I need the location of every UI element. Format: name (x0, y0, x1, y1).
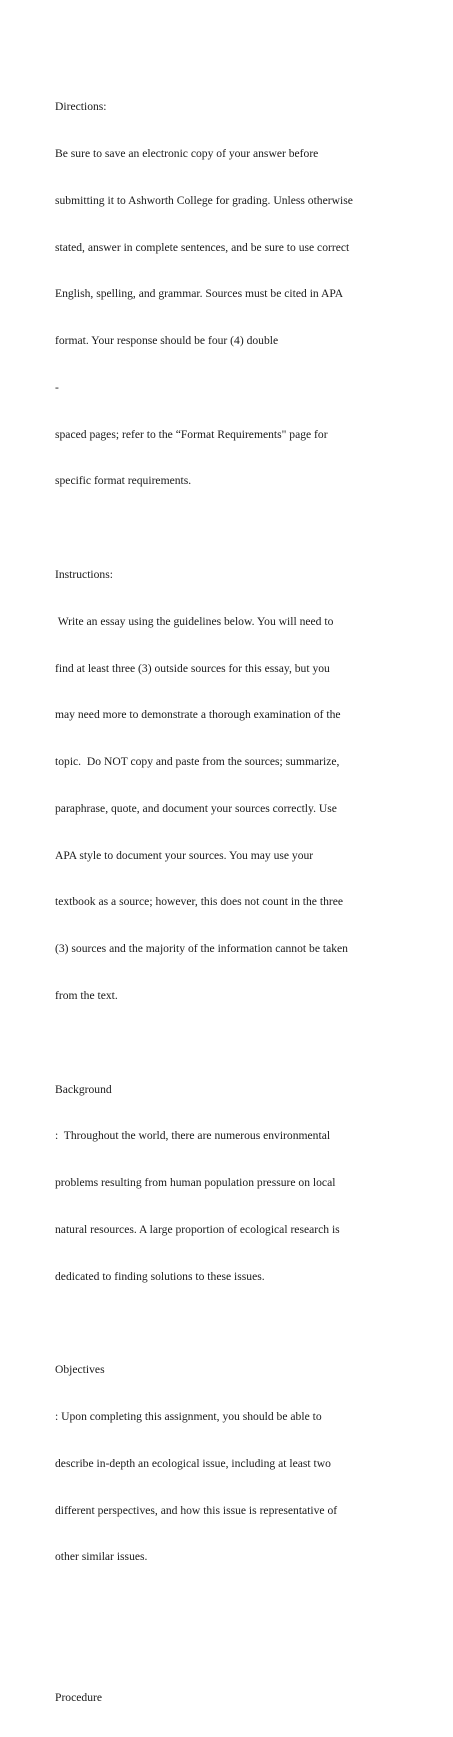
blank-line (55, 520, 405, 536)
heading-objectives: Objectives (55, 1363, 105, 1377)
text-line: : Upon completing this assignment, you should be able to (55, 1410, 322, 1424)
blank-line (55, 1316, 405, 1332)
text-line: natural resources. A large proportion of ecological research is (55, 1222, 340, 1236)
text-line: different perspectives, and how this issue is representative of (55, 1503, 338, 1517)
text-line: problems resulting from human population pressure on local (55, 1176, 336, 1190)
blank-line (55, 1596, 405, 1612)
document-text (55, 68, 405, 1737)
text-line: English, spelling, and grammar. Sources must be cited in APA (55, 287, 344, 301)
text-line: - (55, 380, 59, 394)
text-line: specific format requirements. (55, 474, 192, 488)
heading-procedure: Procedure (55, 1690, 102, 1704)
text-line: dedicated to finding solutions to these issues. (55, 1269, 265, 1283)
text-line: Be sure to save an electronic copy of your answer before (55, 146, 319, 160)
text-line: (3) sources and the majority of the information cannot be taken (55, 942, 348, 956)
text-line: other similar issues. (55, 1550, 148, 1564)
text-line: from the text. (55, 989, 118, 1003)
text-line: describe in-depth an ecological issue, including at least two (55, 1456, 331, 1470)
heading-instructions: Instructions: (55, 568, 113, 581)
blank-line (55, 1035, 405, 1051)
text-line: paraphrase, quote, and document your sources correctly. Use (55, 801, 337, 815)
text-line: find at least three (3) outside sources for this essay, but you (55, 661, 330, 675)
text-line: submitting it to Ashworth College for grading. Unless otherwise (55, 193, 353, 207)
text-line: topic. Do NOT copy and paste from the sources; summarize, (55, 755, 340, 769)
text-line: : Throughout the world, there are numerous environmental (55, 1129, 331, 1143)
text-line: APA style to document your sources. You may use your (55, 848, 314, 862)
text-line: Write an essay using the guidelines below. You will need to (55, 614, 334, 628)
heading-directions: Directions: (55, 100, 107, 114)
text-line: stated, answer in complete sentences, and be sure to use correct (55, 240, 350, 254)
text-line: format. Your response should be four (4) double (55, 334, 279, 348)
blank-line (55, 1643, 405, 1659)
text-line: spaced pages; refer to the “Format Requirements" page for (55, 427, 328, 441)
heading-background: Background (55, 1082, 112, 1096)
text-line: textbook as a source; however, this does not count in the three (55, 895, 344, 909)
text-line: may need more to demonstrate a thorough examination of the (55, 708, 341, 722)
